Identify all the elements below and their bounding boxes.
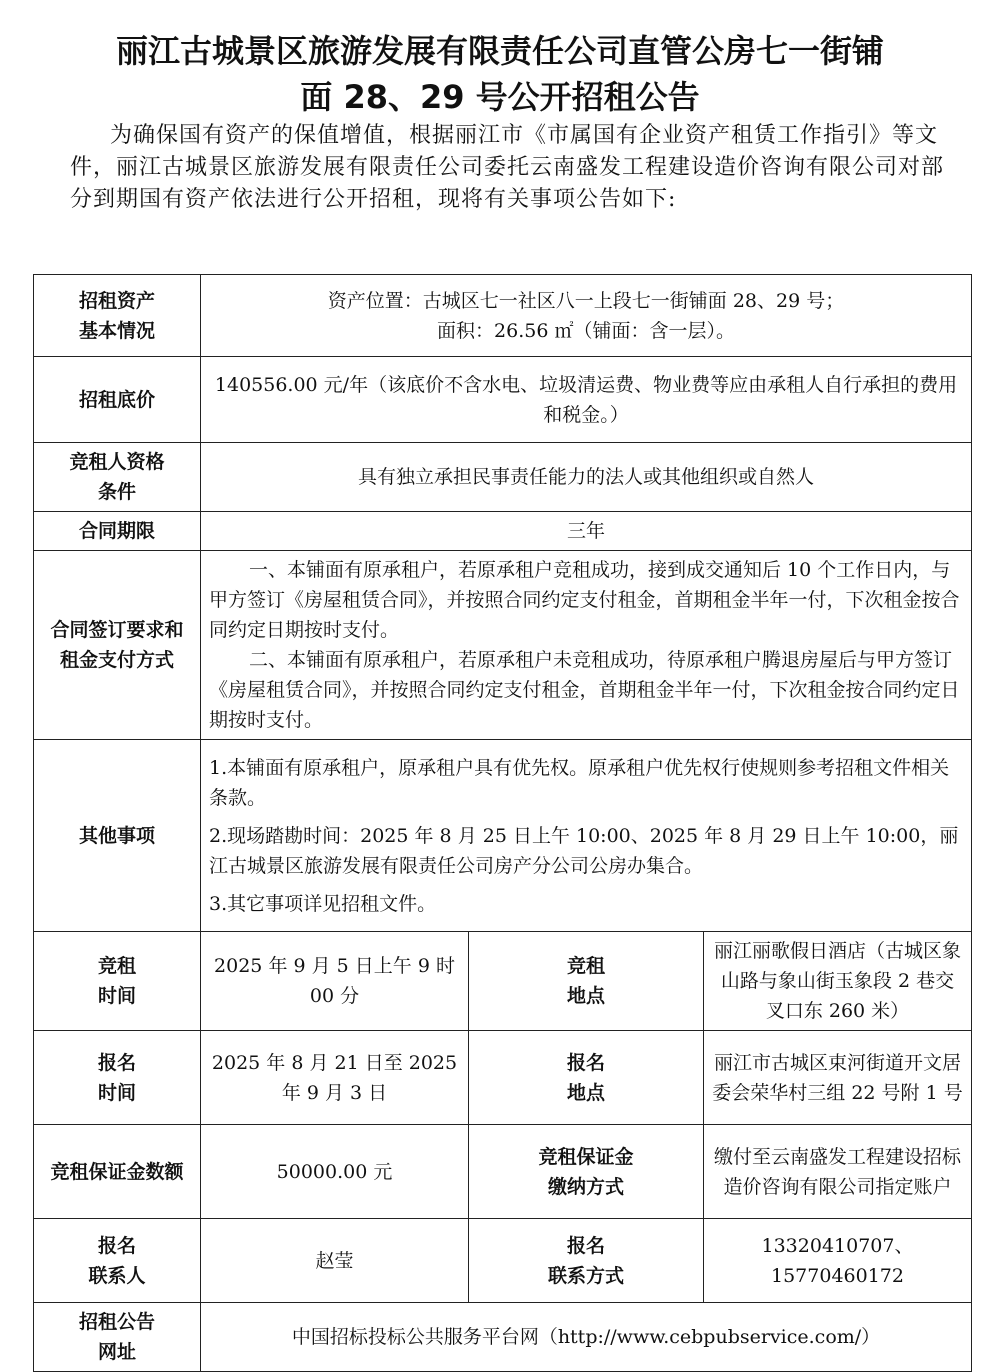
contract-term-label: 合同期限 — [34, 512, 201, 551]
row-contract-payment — [34, 551, 972, 740]
reserve-price-value: 140556.00 元/年（该底价不含水电、垃圾清运费、物业费等应由承租人自行承担的费用和税金。） — [201, 357, 972, 443]
title-line-1: 丽江古城景区旅游发展有限责任公司直管公房七一街铺 — [115, 32, 884, 70]
website-value: 中国招标投标公共服务平台网（http://www.cebpubservice.com/） — [201, 1303, 972, 1372]
contact-person-value: 赵莹 — [201, 1219, 469, 1303]
row-qualification — [34, 443, 972, 512]
intro-paragraph: 为确保国有资产的保值增值，根据丽江市《市属国有企业资产租赁工作指引》等文件，丽江古城景区旅游发展有限责任公司委托云南盛发工程建设造价咨询有限公司对部分到期国有资产依法进行公开招租，现将有关事项公告如下: — [70, 123, 945, 212]
bid-time-value: 2025 年 9 月 5 日上午 9 时 00 分 — [201, 932, 469, 1031]
registration-place-value: 丽江市古城区束河街道开文居委会荣华村三组 22 号附 1 号 — [704, 1031, 972, 1125]
row-contact — [34, 1219, 972, 1303]
rental-details-table — [33, 274, 972, 1372]
qualification-value: 具有独立承担民事责任能力的法人或其他组织或自然人 — [201, 443, 972, 512]
contact-method-value: 13320410707、 15770460172 — [704, 1219, 972, 1303]
other-matters-value — [201, 740, 972, 932]
bid-time-label: 竞租 时间 — [34, 932, 201, 1031]
contract-payment-label: 合同签订要求和 租金支付方式 — [34, 551, 201, 740]
row-deposit — [34, 1125, 972, 1219]
other-matters-label: 其他事项 — [34, 740, 201, 932]
row-website — [34, 1303, 972, 1372]
bid-place-value: 丽江丽歌假日酒店（古城区象山路与象山街玉象段 2 巷交叉口东 260 米） — [704, 932, 972, 1031]
asset-location: 资产位置：古城区七一社区八一上段七一街铺面 28、29 号； — [327, 289, 845, 312]
row-asset — [34, 275, 972, 357]
other-item-3: 3.其它事项详见招租文件。 — [209, 892, 437, 915]
asset-value — [201, 275, 972, 357]
announcement-title — [0, 28, 1000, 120]
bid-place-label: 竞租 地点 — [469, 932, 704, 1031]
row-other-matters — [34, 740, 972, 932]
contract-clause-2: 二、本铺面有原承租户，若原承租户未竞租成功，待原承租户腾退房屋后与甲方签订《房屋租赁合同》，并按照合同约定支付租金，首期租金半年一付，下次租金按合同约定日期按时支付。 — [209, 649, 960, 731]
website-label: 招租公告 网址 — [34, 1303, 201, 1372]
deposit-method-label: 竞租保证金 缴纳方式 — [469, 1125, 704, 1219]
title-line-2: 面 28、29 号公开招租公告 — [300, 78, 700, 116]
other-item-2: 2.现场踏勘时间：2025 年 8 月 25 日上午 10:00、2025 年 8 月 29 日上午 10:00，丽江古城景区旅游发展有限责任公司房产分公司公房办集合。 — [209, 824, 959, 877]
qualification-label: 竞租人资格 条件 — [34, 443, 201, 512]
contract-term-value: 三年 — [201, 512, 972, 551]
registration-time-label: 报名 时间 — [34, 1031, 201, 1125]
row-registration-time-place — [34, 1031, 972, 1125]
row-bid-time-place — [34, 932, 972, 1031]
contract-payment-value — [201, 551, 972, 740]
row-reserve-price — [34, 357, 972, 443]
deposit-amount-label: 竞租保证金数额 — [34, 1125, 201, 1219]
registration-time-value: 2025 年 8 月 21 日至 2025 年 9 月 3 日 — [201, 1031, 469, 1125]
other-item-1: 1.本铺面有原承租户，原承租户具有优先权。原承租户优先权行使规则参考招租文件相关条款。 — [209, 756, 950, 809]
deposit-amount-value: 50000.00 元 — [201, 1125, 469, 1219]
reserve-price-label: 招租底价 — [34, 357, 201, 443]
contact-method-label: 报名 联系方式 — [469, 1219, 704, 1303]
asset-label: 招租资产 基本情况 — [34, 275, 201, 357]
registration-place-label: 报名 地点 — [469, 1031, 704, 1125]
contact-person-label: 报名 联系人 — [34, 1219, 201, 1303]
row-contract-term — [34, 512, 972, 551]
asset-area: 面积：26.56 ㎡（铺面：含一层）。 — [437, 319, 735, 342]
deposit-method-value: 缴付至云南盛发工程建设招标造价咨询有限公司指定账户 — [704, 1125, 972, 1219]
contract-clause-1: 一、本铺面有原承租户，若原承租户竞租成功，接到成交通知后 10 个工作日内，与甲方签订《房屋租赁合同》，并按照合同约定支付租金，首期租金半年一付，下次租金按合同约定日期按时支付。 — [209, 559, 960, 641]
